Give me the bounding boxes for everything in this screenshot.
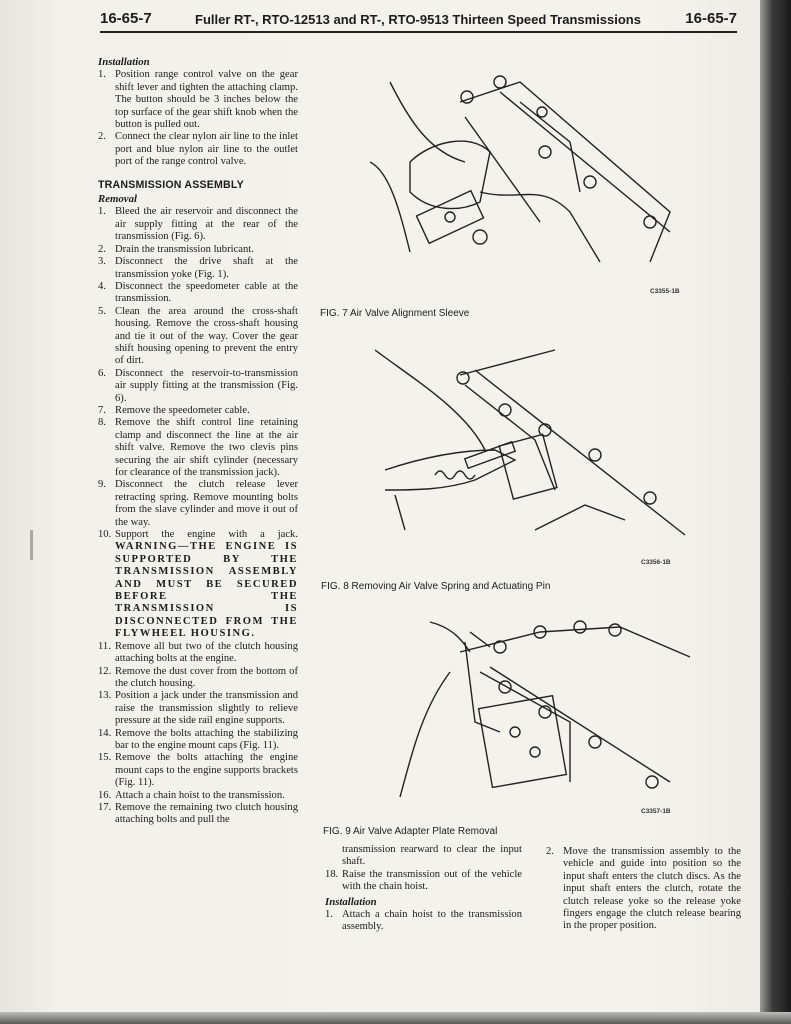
list-item: 1. Attach a chain hoist to the transmission assembly.: [325, 909, 522, 933]
middle-column: [325, 844, 522, 934]
list-item: 11. Remove all but two of the clutch housing attaching bolts at the engine.: [98, 640, 298, 665]
installation-list-3: [546, 846, 741, 933]
figure-9-caption: FIG. 9 Air Valve Adapter Plate Removal: [323, 826, 498, 837]
list-item: 2. Connect the clear nylon air line to the inlet port and blue nylon air line to the outlet port of the range control valve.: [98, 131, 298, 168]
page-bottom-edge: [0, 1012, 791, 1024]
list-item: transmission rearward to clear the input shaft.: [342, 844, 522, 868]
installation-heading-2: Installation: [325, 895, 377, 908]
list-item: 9. Disconnect the clutch release lever retracting spring. Remove mounting bolts from the slave cylinder and move it out of the way.: [98, 479, 298, 528]
right-column: [546, 846, 741, 933]
list-item: 12. Remove the dust cover from the bottom of the clutch housing.: [98, 665, 298, 689]
page-edge: [760, 0, 791, 1024]
installation-list-2: [325, 909, 522, 934]
figure-8-code: C3356-1B: [641, 559, 671, 566]
section-heading: TRANSMISSION ASSEMBLY: [98, 178, 244, 191]
list-item: 10. Support the engine with a jack. WARNING—THE ENGINE IS SUPPORTED BY THE TRANSMISSION ASSEMBLY AND MUST BE SECURED BEFORE THE TRANSMISSION IS DISCONNECTED FROM THE FLYWHEEL HOUSING.: [98, 529, 298, 640]
list-item: 15. Remove the bolts attaching the engine mount caps to the engine supports brackets (Fig. 11).: [98, 752, 298, 789]
figure-8-caption: FIG. 8 Removing Air Valve Spring and Actuating Pin: [321, 581, 551, 592]
list-item: 13. Position a jack under the transmission and raise the transmission slightly to relieve pressure at the side rail engine supports.: [98, 690, 298, 727]
list-item: 5. Clean the area around the cross-shaft housing. Remove the cross-shaft housing and tie it out of the way. Cover the gear shift housing opening to prevent the entry of dirt.: [98, 305, 298, 367]
list-item: 1. Position range control valve on the gear shift lever and tighten the attaching clamp. The button should be 3 inches below the top surface of the gear shift knob when the button is pulled out.: [98, 69, 298, 131]
list-item: 4. Disconnect the speedometer cable at the transmission.: [98, 280, 298, 305]
list-item: 8. Remove the shift control line retaining clamp and disconnect the line at the air shift valve. Remove the two clevis pins securing the air shift cylinder (necessary for clearance of the transmission jack).: [98, 417, 298, 478]
figure-7-code: C3355-1B: [650, 288, 680, 295]
list-item: 2. Move the transmission assembly to the vehicle and guide into position so the input shaft enters the clutch discs. As the input shaft enters the clutch, rotate the clutch release yoke so the release yoke fingers engage the clutch release bearing in the proper position.: [546, 846, 741, 932]
list-item: 7. Remove the speedometer cable.: [98, 404, 250, 416]
figure-7-caption: FIG. 7 Air Valve Alignment Sleeve: [320, 308, 470, 319]
figure-8-illustration: [375, 340, 695, 540]
removal-list: [98, 206, 298, 826]
list-item: 14. Remove the bolts attaching the stabilizing bar to the engine mount caps (Fig. 11).: [98, 727, 298, 751]
removal-heading: Removal: [98, 193, 137, 206]
figure-7-illustration: [370, 62, 690, 262]
figure-9-code: C3357-1B: [641, 808, 671, 815]
binding-mark: [30, 530, 33, 560]
list-item: 2. Drain the transmission lubricant.: [98, 243, 254, 255]
page-title: Fuller RT-, RTO-12513 and RT-, RTO-9513 Thirteen Speed Transmissions: [195, 12, 641, 27]
list-item: 16. Attach a chain hoist to the transmission.: [98, 789, 285, 801]
list-item: 6. Disconnect the reservoir-to-transmission air supply fitting at the transmission (Fig. 6).: [98, 367, 298, 404]
installation-list: [98, 69, 298, 168]
list-item: 1. Bleed the air reservoir and disconnect the air supply fitting at the rear of the transmission (Fig. 6).: [98, 206, 298, 243]
left-column: [98, 56, 298, 827]
installation-heading: Installation: [98, 56, 150, 68]
list-item: 18. Raise the transmission out of the vehicle with the chain hoist.: [325, 868, 522, 893]
warning-text: WARNING—THE ENGINE IS SUPPORTED BY THE TRANSMISSION ASSEMBLY AND MUST BE SECURED BEFORE THE TRANSMISSION IS DISCONNECTED FROM THE FLYWHEEL HOUSING.: [115, 541, 298, 640]
figure-9-illustration: [390, 612, 700, 802]
list-item: 17. Remove the remaining two clutch housing attaching bolts and pull the: [98, 801, 298, 826]
continued-list: [325, 844, 522, 894]
page-number-right: 16-65-7: [685, 10, 737, 27]
page-number-left: 16-65-7: [100, 10, 152, 27]
list-item: 3. Disconnect the drive shaft at the transmission yoke (Fig. 1).: [98, 256, 298, 280]
header-rule: [100, 31, 737, 33]
